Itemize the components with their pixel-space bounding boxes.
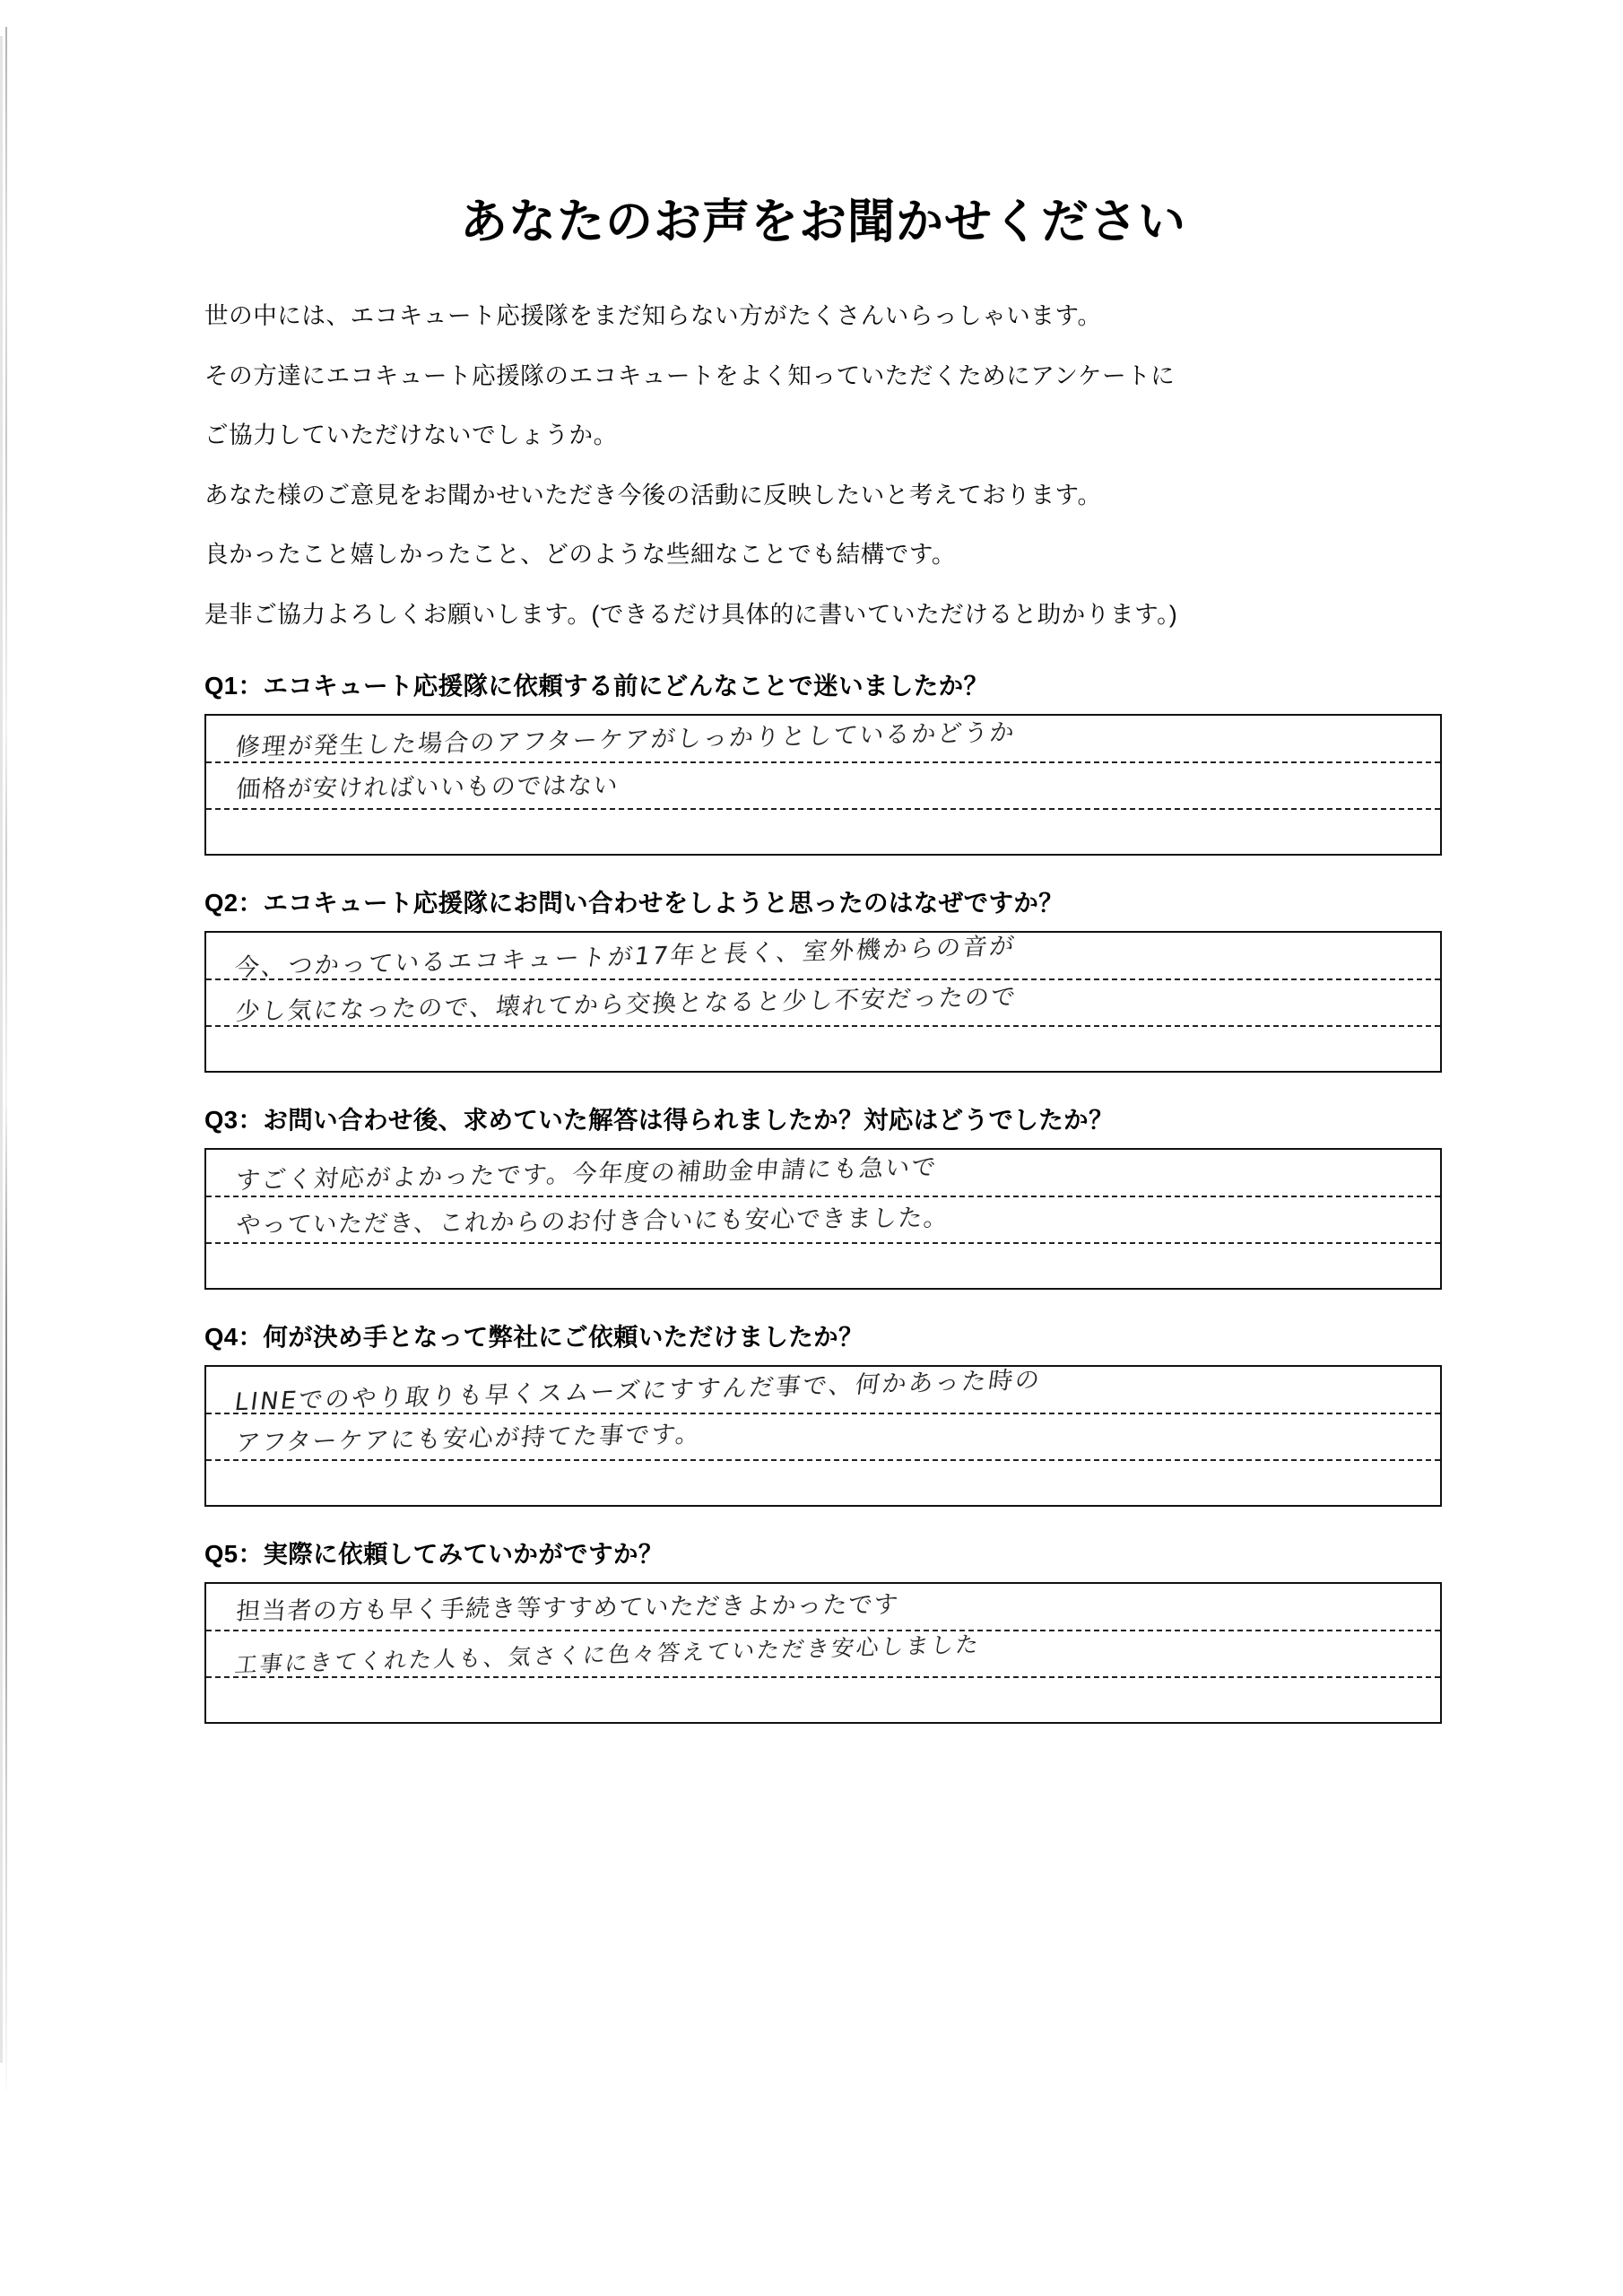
handwritten-answer-q3-line1: すごく対応がよかったです。今年度の補助金申請にも急いで xyxy=(234,1153,939,1196)
handwritten-answer-q5-line1: 担当者の方も早く手続き等すすめていただきよかったです xyxy=(235,1591,900,1626)
answer-row[interactable] xyxy=(206,1461,1440,1509)
intro-line-3: ご協力していただけないでしょうか。 xyxy=(204,422,618,448)
handwritten-answer-q1-line1: 修理が発生した場合のアフターケアがしっかりとしているかどうか xyxy=(234,718,1018,762)
answer-row[interactable] xyxy=(206,810,1440,857)
answer-row[interactable] xyxy=(206,1366,1440,1417)
answer-row[interactable] xyxy=(206,980,1440,1028)
handwritten-answer-q4-line1: LINEでのやり取りも早くスムーズにすすんだ事で、何かあった時の xyxy=(232,1366,1044,1417)
page-title: あなたのお声をお聞かせください xyxy=(460,196,1186,248)
question-block-q3 xyxy=(204,1100,1442,1290)
answer-box-q2[interactable] xyxy=(204,931,1442,1073)
handwritten-answer-q1-line2: 価格が安ければいいものではない xyxy=(235,771,621,804)
answer-box-q1[interactable] xyxy=(204,714,1442,856)
question-label-q5: Q5：実際に依頼してみていかがですか？ xyxy=(204,1540,664,1568)
answer-row[interactable] xyxy=(206,1631,1440,1679)
question-block-q4 xyxy=(204,1317,1442,1507)
answer-row[interactable] xyxy=(206,1197,1440,1245)
answer-row[interactable] xyxy=(206,1027,1440,1074)
answer-box-q5[interactable] xyxy=(204,1582,1442,1724)
question-label-q2: Q2：エコキュート応援隊にお問い合わせをしようと思ったのはなぜですか？ xyxy=(204,889,1064,917)
bottom-spacer xyxy=(204,1724,1442,1831)
answer-row[interactable] xyxy=(206,1244,1440,1292)
answer-row[interactable] xyxy=(206,716,1440,763)
scan-edge-artifact-outer xyxy=(0,36,3,2063)
intro-line-4: あなた様のご意見をお聞かせいただき今後の活動に反映したいと考えております。 xyxy=(204,481,1102,509)
handwritten-answer-q2-line1: 今、つかっているエコキュートが17年と長く、室外機からの音が xyxy=(232,932,1019,983)
question-block-q1 xyxy=(204,665,1442,856)
intro-line-6: 是非ご協力よろしくお願いします。(できるだけ具体的に書いていただけると助かります。) xyxy=(204,600,1178,628)
page-content xyxy=(204,0,1442,1831)
intro-line-2: その方達にエコキュート応援隊のエコキュートをよく知っていただくためにアンケートに xyxy=(204,361,1176,389)
handwritten-answer-q4-line2: アフターケアにも安心が持てた事です。 xyxy=(234,1420,703,1457)
answer-row[interactable] xyxy=(206,932,1440,983)
question-label-q3: Q3：お問い合わせ後、求めていた解答は得られましたか？対応はどうでしたか？ xyxy=(204,1106,1114,1134)
question-block-q5 xyxy=(204,1534,1442,1724)
intro-paragraph xyxy=(204,304,1442,626)
handwritten-answer-q2-line2: 少し気になったので、壊れてから交換となると少し不安だったので xyxy=(234,983,1019,1026)
answer-row[interactable] xyxy=(206,1584,1440,1631)
answer-row[interactable] xyxy=(206,763,1440,811)
answer-row[interactable] xyxy=(206,1414,1440,1462)
answer-box-q3[interactable] xyxy=(204,1148,1442,1290)
question-label-q4: Q4：何が決め手となって弊社にご依頼いただけましたか？ xyxy=(204,1323,864,1351)
handwritten-answer-q5-line2: 工事にきてくれた人も、気さくに色々答えていただき安心しました xyxy=(233,1631,983,1678)
intro-line-1: 世の中には、エコキュート応援隊をまだ知らない方がたくさんいらっしゃいます。 xyxy=(204,302,1102,329)
scan-edge-artifact xyxy=(5,27,7,2090)
intro-line-5: 良かったこと嬉しかったこと、どのような些細なことでも結構です。 xyxy=(204,541,956,568)
question-label-q1: Q1：エコキュート応援隊に依頼する前にどんなことで迷いましたか？ xyxy=(204,672,989,700)
answer-box-q4[interactable] xyxy=(204,1365,1442,1507)
answer-row[interactable] xyxy=(206,1150,1440,1197)
handwritten-answer-q3-line2: やっていただき、これからのお付き合いにも安心できました。 xyxy=(235,1204,950,1239)
answer-row[interactable] xyxy=(206,1678,1440,1726)
question-block-q2 xyxy=(204,883,1442,1073)
